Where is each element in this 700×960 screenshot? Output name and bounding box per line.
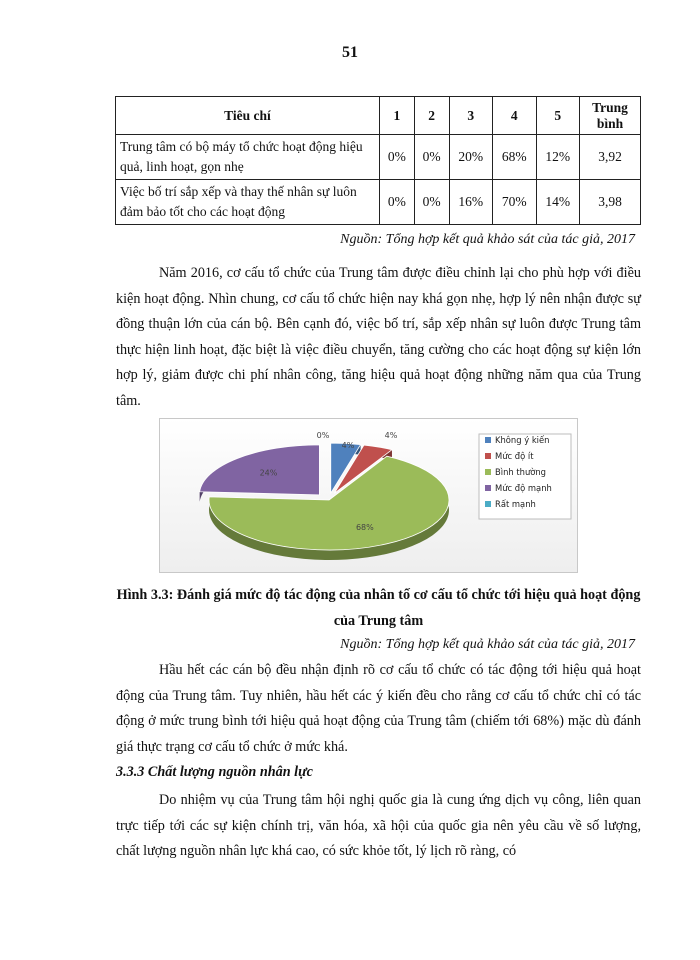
data-label-muc-do-manh: 24% — [259, 468, 278, 478]
average-cell: 3,92 — [580, 135, 641, 180]
legend-label-khong-y-kien: Không ý kiến — [495, 435, 550, 445]
survey-table — [115, 96, 641, 225]
data-label-binh-thuong: 68% — [355, 523, 374, 533]
value-cell: 68% — [493, 135, 536, 180]
value-cell: 0% — [414, 135, 449, 180]
data-label-khong-y-kien: 4% — [341, 441, 355, 450]
pie-chart-svg — [159, 418, 578, 573]
header-5: 5 — [536, 97, 580, 135]
legend-label-rat-manh: Rất mạnh — [495, 499, 536, 509]
value-cell: 0% — [414, 180, 449, 225]
value-cell: 0% — [380, 180, 415, 225]
table-row — [116, 135, 641, 180]
table-header-row — [116, 97, 641, 135]
legend-swatch-muc-do-it — [485, 453, 491, 459]
paragraph-3: Do nhiệm vụ của Trung tâm hội nghị quốc gia là cung ứng dịch vụ công, liên quan trực tiếp tới các sự kiện chính trị, văn hóa, xã hội của quốc gia nên yêu cầu về số lượng, chất lượng nguồn nhân lực khá cao, có sức khỏe tốt, lý lịch rõ ràng, có — [116, 792, 641, 860]
data-label-muc-do-it: 4% — [384, 431, 398, 440]
header-average: Trung bình — [580, 97, 641, 135]
legend-swatch-muc-do-manh — [485, 485, 491, 491]
criterion-cell: Trung tâm có bộ máy tổ chức hoạt động hiệu quả, linh hoạt, gọn nhẹ — [116, 135, 380, 180]
header-criterion: Tiêu chí — [116, 97, 380, 135]
legend-label-muc-do-manh: Mức độ mạnh — [495, 483, 552, 493]
legend-swatch-rat-manh — [485, 501, 491, 507]
figure-source-note: Nguồn: Tổng hợp kết quả khảo sát của tác giả, 2017 — [340, 637, 635, 652]
table-row — [116, 180, 641, 225]
paragraph-1: Năm 2016, cơ cấu tổ chức của Trung tâm được điều chỉnh lại cho phù hợp với điều kiện hoạt động. Nhìn chung, cơ cấu tổ chức hiện nay khá gọn nhẹ, hợp lý nên nhận được sự đồng thuận lớn của cán bộ. Bên cạnh đó, việc bố trí, sắp xếp nhân sự luôn được Trung tâm thực hiện linh hoạt, đặc biệt là việc điều chuyển, tăng cường cho các hoạt động sự kiện lớn hợp lý, giảm được chi phí nhân công, tăng hiệu quả hoạt động những năm qua của Trung tâm. — [116, 265, 641, 409]
value-cell: 20% — [449, 135, 492, 180]
value-cell: 70% — [493, 180, 536, 225]
header-4: 4 — [493, 97, 536, 135]
value-cell: 0% — [380, 135, 415, 180]
criterion-cell: Việc bố trí sắp xếp và thay thế nhân sự luôn đảm bảo tốt cho các hoạt động — [116, 180, 380, 225]
header-1: 1 — [380, 97, 415, 135]
value-cell: 16% — [449, 180, 492, 225]
header-3: 3 — [449, 97, 492, 135]
figure-caption: Hình 3.3: Đánh giá mức độ tác động của nhân tố cơ cấu tổ chức tới hiệu quả hoạt động của Trung tâm — [116, 587, 641, 629]
section-heading: 3.3.3 Chất lượng nguồn nhân lực — [116, 764, 313, 780]
legend-swatch-binh-thuong — [485, 469, 491, 475]
pie-chart — [159, 418, 578, 573]
paragraph-2: Hầu hết các cán bộ đều nhận định rõ cơ cấu tổ chức có tác động tới hiệu quả hoạt động của Trung tâm. Tuy nhiên, hầu hết các ý kiến đều cho rằng cơ cấu tổ chức chỉ có tác động ở mức trung bình tới hiệu quả hoạt động của Trung tâm (chiếm tới 68%) mặc dù đánh giá thực trạng cơ cấu tổ chức ở mức khá. — [116, 662, 641, 755]
average-cell: 3,98 — [580, 180, 641, 225]
legend-label-binh-thuong: Bình thường — [495, 467, 546, 477]
table-source-note: Nguồn: Tổng hợp kết quả khảo sát của tác giả, 2017 — [340, 232, 635, 247]
page-number: 51 — [342, 44, 358, 61]
legend-label-muc-do-it: Mức độ ít — [495, 451, 534, 461]
value-cell: 12% — [536, 135, 580, 180]
value-cell: 14% — [536, 180, 580, 225]
legend-swatch-khong-y-kien — [485, 437, 491, 443]
header-2: 2 — [414, 97, 449, 135]
data-label-rat-manh: 0% — [316, 431, 330, 440]
